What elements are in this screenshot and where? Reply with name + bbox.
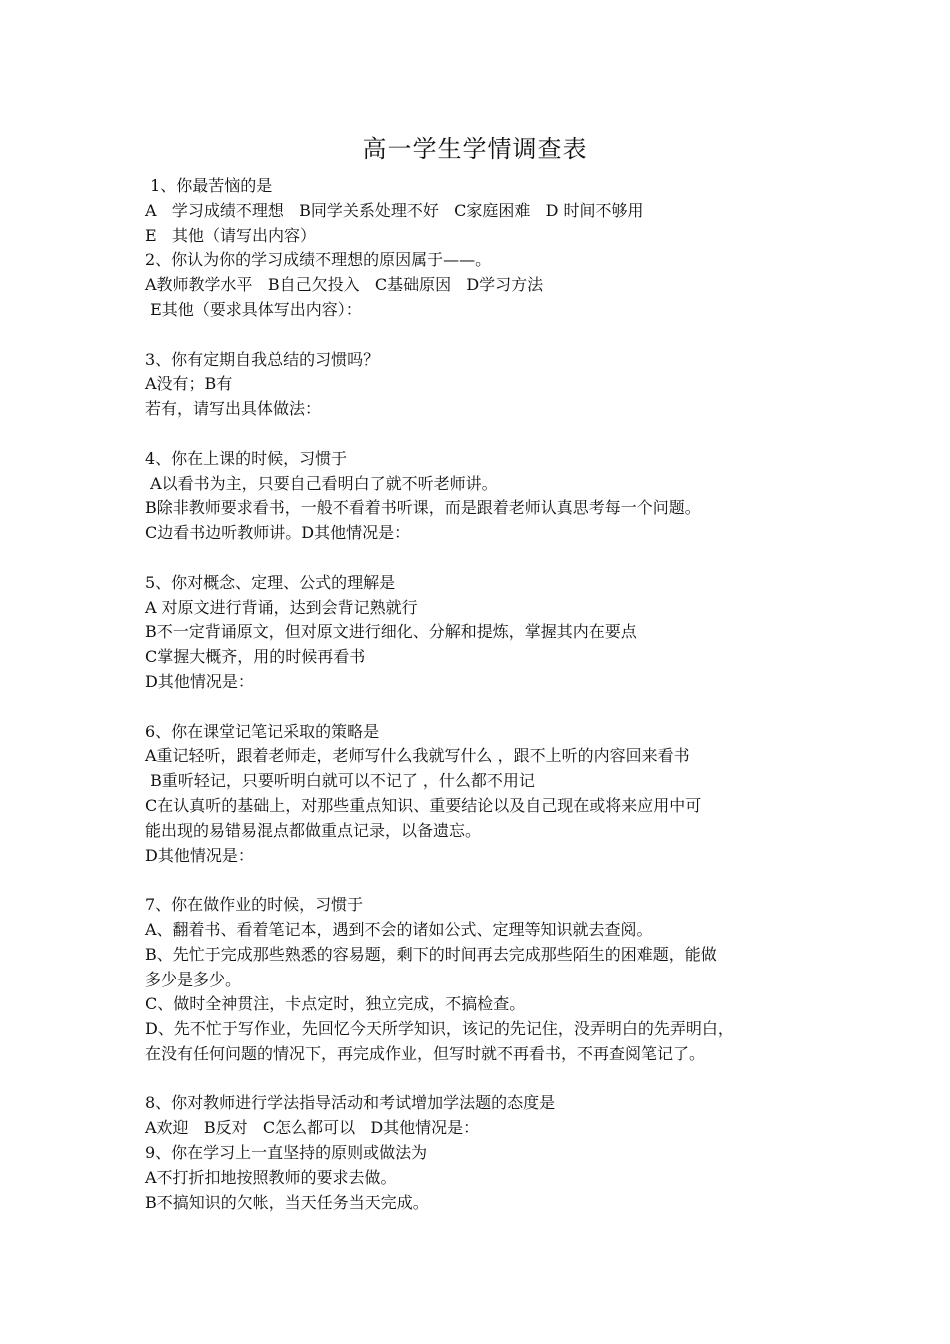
q2-text: 2、你认为你的学习成绩不理想的原因属于——。	[145, 250, 492, 270]
q6-option-c-line-1: C在认真听的基础上，对那些重点知识、重要结论以及自己现在或将来应用中可	[145, 795, 702, 815]
blank-line	[145, 868, 825, 893]
q1-options-line-1: A 学习成绩不理想 B同学关系处理不好 C家庭困难 D 时间不够用	[145, 200, 644, 220]
q2-options-line-2: E其他（要求具体写出内容）：	[145, 299, 362, 319]
q5-option-d: D其他情况是：	[145, 671, 254, 691]
survey-body	[145, 174, 825, 1215]
q6-option-b: B重听轻记，只要听明白就可以不记了 ，什么都不用记	[145, 771, 535, 791]
q4-option-a: A以看书为主，只要自己看明白了就不听老师讲。	[145, 473, 498, 493]
q7-option-d-line-2: 在没有任何问题的情况下，再完成作业，但写时就不再看书，不再查阅笔记了。	[145, 1043, 706, 1063]
blank-line	[145, 422, 825, 447]
blank-line	[145, 1067, 825, 1092]
blank-line	[145, 323, 825, 348]
document-title: 高一学生学情调查表	[362, 135, 588, 163]
q3-text: 3、你有定期自我总结的习惯吗？	[145, 349, 380, 369]
q6-option-c-line-2: 能出现的易错易混点都做重点记录，以备遗忘。	[145, 820, 482, 840]
q2-options-line-1: A教师教学水平 B自己欠投入 C基础原因 D学习方法	[145, 275, 544, 295]
q7-option-d-line-1: D、先不忙于写作业，先回忆今天所学知识，该记的先记住，没弄明白的先弄明白，	[145, 1019, 734, 1039]
q8-text: 8、你对教师进行学法指导活动和考试增加学法题的态度是	[145, 1093, 556, 1113]
q6-text: 6、你在课堂记笔记采取的策略是	[145, 721, 380, 741]
q7-option-b-line-2: 多少是多少。	[145, 969, 242, 989]
blank-line	[145, 546, 825, 571]
q9-text: 9、你在学习上一直坚持的原则或做法为	[145, 1143, 428, 1163]
q7-option-c: C、做时全神贯注，卡点定时，独立完成，不搞检查。	[145, 994, 526, 1014]
q6-option-d: D其他情况是：	[145, 845, 254, 865]
q7-option-b-line-1: B、先忙于完成那些熟悉的容易题，剩下的时间再去完成那些陌生的困难题，能做	[145, 944, 717, 964]
q7-option-a: A、翻着书、看着笔记本，遇到不会的诸如公式、定理等知识就去查阅。	[145, 919, 653, 939]
blank-line	[145, 695, 825, 720]
q1-text: 1、你最苦恼的是	[145, 176, 273, 195]
q4-option-b: B除非教师要求看书，一般不看着书听课，而是跟着老师认真思考每一个问题。	[145, 498, 701, 518]
q5-option-b: B不一定背诵原文，但对原文进行细化、分解和提炼，掌握其内在要点	[145, 622, 637, 642]
q5-option-c: C掌握大概齐，用的时候再看书	[145, 647, 366, 667]
q3-followup: 若有，请写出具体做法：	[145, 399, 322, 419]
q9-option-b: B不搞知识的欠帐，当天任务当天完成。	[145, 1192, 429, 1212]
q4-option-c-d: C边看书边听教师讲。D其他情况是：	[145, 523, 411, 543]
q1-options-line-2: E 其他（请写出内容）	[145, 225, 316, 245]
q8-options: A欢迎 B反对 C怎么都可以 D其他情况是：	[145, 1118, 480, 1138]
q3-options: A没有；B有	[145, 374, 233, 394]
q5-text: 5、你对概念、定理、公式的理解是	[145, 572, 396, 592]
q4-text: 4、你在上课的时候，习惯于	[145, 448, 348, 468]
q6-option-a: A重记轻听，跟着老师走，老师写什么我就写什么 ，跟不上听的内容回来看书	[145, 746, 690, 766]
q7-text: 7、你在做作业的时候，习惯于	[145, 895, 364, 915]
q9-option-a: A不打折扣地按照教师的要求去做。	[145, 1167, 397, 1187]
q5-option-a: A 对原文进行背诵，达到会背记熟就行	[145, 597, 418, 617]
